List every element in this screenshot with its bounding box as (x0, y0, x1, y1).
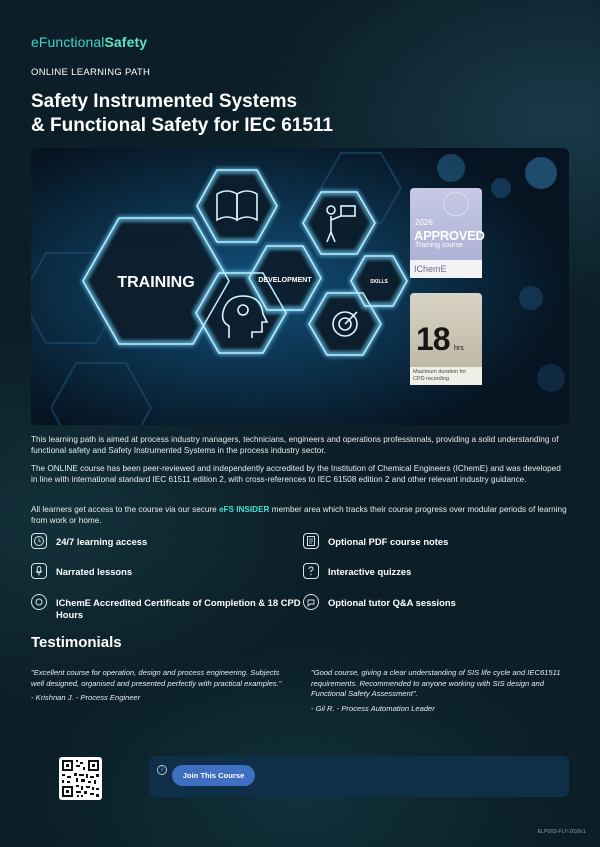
feature-tutor-sessions: Optional tutor Q&A sessions (303, 594, 569, 614)
qr-code[interactable] (59, 757, 102, 800)
feature-pdf-notes: Optional PDF course notes (303, 533, 569, 553)
cpd-hours-badge: 18 hrs Maximum duration for CPD recording (410, 293, 482, 385)
feature-narrated-lessons: Narrated lessons (31, 563, 301, 583)
testimonial-author: - Gil R. - Process Automation Leader (311, 703, 435, 713)
eyebrow-label: ONLINE LEARNING PATH (31, 67, 151, 78)
brand-logo: eFunctionalSafety (31, 34, 148, 50)
testimonial-quote: "Good course, giving a clear understanding of SIS life cycle and IEC61511 requirements. Recommended to anyone working with SIS design and Functional Safety Assessment". (311, 668, 561, 698)
page-title: Safety Instrumented Systems & Functional Safety for IEC 61511 (31, 91, 333, 136)
icheme-approved-badge: 2026 APPROVED Training course IChemE (410, 188, 482, 278)
hex-label-training: TRAINING (117, 274, 195, 291)
testimonial-2 (311, 668, 569, 713)
intro-paragraph-2: The ONLINE course has been peer-reviewed and independently accredited by the Institution of Chemical Engineers (IChemE) and was developed in line with international standard IEC 61511 edition 2, with cross-references to IEC 61508 edition 2 and other relevant industry guidance. (31, 464, 561, 485)
efs-insider-link[interactable]: eFS INSIDER (218, 505, 270, 514)
testimonial-author: - Krishnan J. - Process Engineer (31, 693, 141, 702)
feature-learning-access: 24/7 learning access (31, 533, 301, 553)
hex-label-skills: SKILLS (370, 279, 388, 285)
hero-image (31, 148, 569, 425)
certificate-icon (31, 594, 47, 610)
join-course-button[interactable]: Join This Course (172, 765, 255, 786)
cta-panel (149, 756, 569, 797)
feature-interactive-quizzes: Interactive quizzes (303, 563, 569, 583)
intro-paragraph-3: All learners get access to the course via our secure eFS INSIDER member area which tracks their course progress over modular periods of learning from work or home. (31, 505, 567, 526)
hexagon-network-illustration (31, 148, 569, 425)
question-icon (303, 563, 319, 579)
testimonial-quote: "Excellent course for operation, design and process engineering. Subjects well designed, organised and presented perfectly with practical examples." (31, 668, 282, 688)
testimonials-heading: Testimonials (31, 634, 122, 651)
chat-icon (303, 594, 319, 610)
microphone-icon (31, 563, 47, 579)
qr-code-icon (59, 757, 102, 800)
document-icon (303, 533, 319, 549)
intro-paragraph-1: This learning path is aimed at process industry managers, technicians, engineers and operations professionals, providing a solid understanding of functional safety and Safety Instrumented Systems in the process industry sector. (31, 435, 559, 456)
clock-icon (31, 533, 47, 549)
crest-icon (410, 188, 482, 218)
hex-label-development: DEVELOPMENT (258, 277, 312, 284)
feature-certificate: IChemE Accredited Certificate of Completion & 18 CPD Hours (31, 594, 301, 624)
document-code: ELP003-FLY-2026r1 (537, 829, 586, 835)
testimonial-1 (31, 668, 293, 702)
info-icon: i (157, 765, 167, 775)
